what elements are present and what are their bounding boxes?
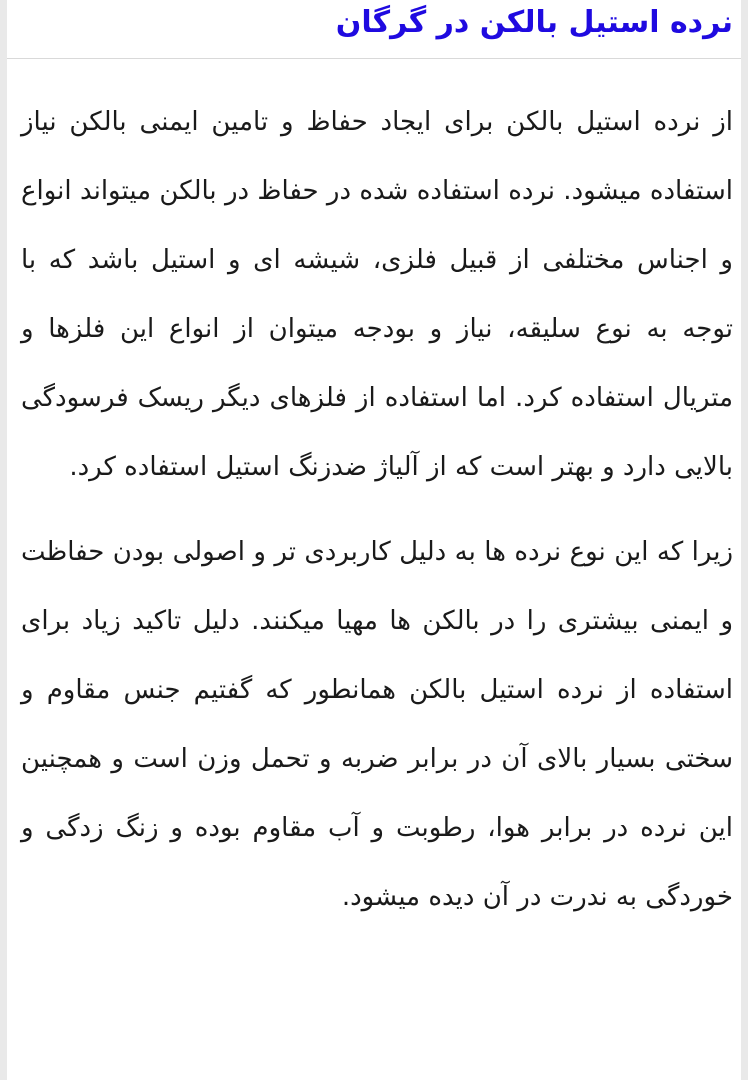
paragraph-2: زیرا که این نوع نرده ها به دلیل کاربردی تر و اصولی بودن حفاظت و ایمنی بیشتری را در بالکن ها مهیا میکنند. دلیل تاکید زیاد برای استفاده از نرده استیل بالکن همانطور که گفتیم جنس مقاوم و سختی بسیار بالای آن در برابر ضربه و تحمل وزن است و همچنین این نرده در برابر هوا، رطوبت و آب مقاوم بوده و زنگ زدگی و خوردگی به ندرت در آن دیده میشود.: [21, 537, 733, 912]
paragraph-1: از نرده استیل بالکن برای ایجاد حفاظ و تامین ایمنی بالکن نیاز استفاده میشود. نرده استفاده شده در حفاظ در بالکن میتواند انواع و اجناس مختلفی از قبیل فلزی، شیشه ای و استیل باشد که با توجه به نوع سلیقه، نیاز و بودجه میتوان از انواع این فلزها و متریال استفاده کرد. اما استفاده از فلزهای دیگر ریسک فرسودگی بالایی دارد و بهتر است که از آلیاژ ضدزنگ استیل استفاده کرد.: [21, 107, 733, 482]
header-divider: [7, 58, 741, 59]
article-body: [21, 88, 733, 948]
article-header: [7, 0, 741, 60]
article-page: [7, 0, 741, 1080]
article-title: نرده استیل بالکن در گرگان: [335, 5, 733, 40]
